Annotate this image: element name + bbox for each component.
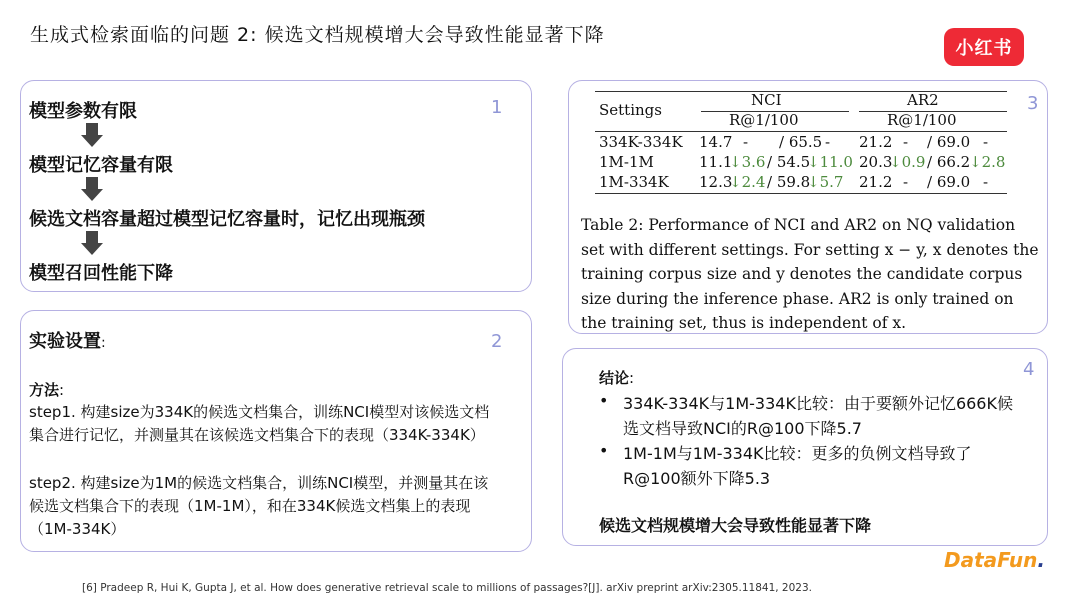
- flow-step-4: 模型召回性能下降: [29, 263, 173, 284]
- table-group-nci: NCI: [751, 91, 782, 109]
- table-caption: Table 2: Performance of NCI and AR2 on NQ validation set with different settings. For setting x − y, x denotes the training corpus size and y denotes the candidate corpus size during the inference phase. AR2 is only trained on the training set, thus is independent of x.: [581, 216, 1039, 332]
- panel-results-table: 3 Settings NCI AR2 R@1/100 R@1/100 334K-334K 14.7 - / 65.5 - 21.2 - / 69.0 - 1M-1M 11.1 ↓3.6 / 54.5 ↓11.0 20.3 ↓0.9 / 66.2 ↓2.8 1M-334K 12.3 ↓2.4 / 59.8 ↓5.7 21.2 - / 69.0 - Table 2: Performance of NCI and AR2 on NQ validation set with different settings. For setting x − y, x denotes the training corpus size and y denotes the candidate corpus size during the inference phase. AR2 is only trained on the training set, thus is independent of x.: [568, 80, 1048, 334]
- bullet-icon: •: [599, 391, 609, 410]
- slide-title: 生成式检索面临的问题 2: 候选文档规模增大会导致性能显著下降: [30, 24, 605, 46]
- panel-conclusion: [562, 348, 1048, 546]
- conclusion-title: 结论:: [599, 369, 635, 387]
- table-metric-nci: R@1/100: [729, 111, 799, 129]
- flow-step-2: 模型记忆容量有限: [29, 155, 173, 176]
- conclusion-summary: 候选文档规模增大会导致性能显著下降: [599, 516, 872, 535]
- panel-experiment-setup: [20, 310, 532, 552]
- datafun-logo: DataFun.: [944, 548, 1045, 572]
- conclusion-bullet-1: 334K-334K与1M-334K比较：由于要额外记忆666K候选文档导致NCI的R@100下降5.7: [623, 394, 1013, 438]
- table-group-ar2: AR2: [907, 91, 939, 109]
- panel-number: 4: [1023, 359, 1035, 380]
- table-metric-ar2: R@1/100: [887, 111, 957, 129]
- step-2-text: step2. 构建size为1M的候选文档集合，训练NCI模型，并测量其在该候选文档集合下的表现（1M-1M），和在334K候选文档集上的表现（1M-334K）: [29, 474, 489, 538]
- conclusion-bullet-2: 1M-1M与1M-334K比较：更多的负例文档导致了R@100额外下降5.3: [623, 444, 972, 488]
- arrow-down-icon: [81, 123, 103, 147]
- table-top-rule: [595, 91, 1007, 92]
- xiaohongshu-logo: 小红书: [944, 28, 1024, 66]
- flow-step-3: 候选文档容量超过模型记忆容量时，记忆出现瓶颈: [29, 209, 425, 230]
- panel-number: 3: [1027, 93, 1039, 114]
- panel-model-capacity: [20, 80, 532, 292]
- arrow-down-icon: [81, 177, 103, 201]
- table-header-rule: [595, 131, 1007, 132]
- method-label: 方法:: [29, 381, 65, 399]
- step-1-text: step1. 构建size为334K的候选文档集合，训练NCI模型对该候选文档集合进行记忆，并测量其在该候选文档集合下的表现（334K-334K）: [29, 403, 490, 444]
- bullet-icon: •: [599, 441, 609, 460]
- table-bottom-rule: [595, 193, 1007, 194]
- panel-number: 1: [491, 97, 503, 118]
- arrow-down-icon: [81, 231, 103, 255]
- table-settings-header: Settings: [599, 101, 662, 119]
- experiment-title: 实验设置:: [29, 331, 106, 352]
- flow-step-1: 模型参数有限: [29, 101, 137, 122]
- panel-number: 2: [491, 331, 503, 352]
- citation-footer: [6] Pradeep R, Hui K, Gupta J, et al. How does generative retrieval scale to millions of passages?[J]. arXiv preprint arXiv:2305.11841, 2023.: [82, 582, 812, 594]
